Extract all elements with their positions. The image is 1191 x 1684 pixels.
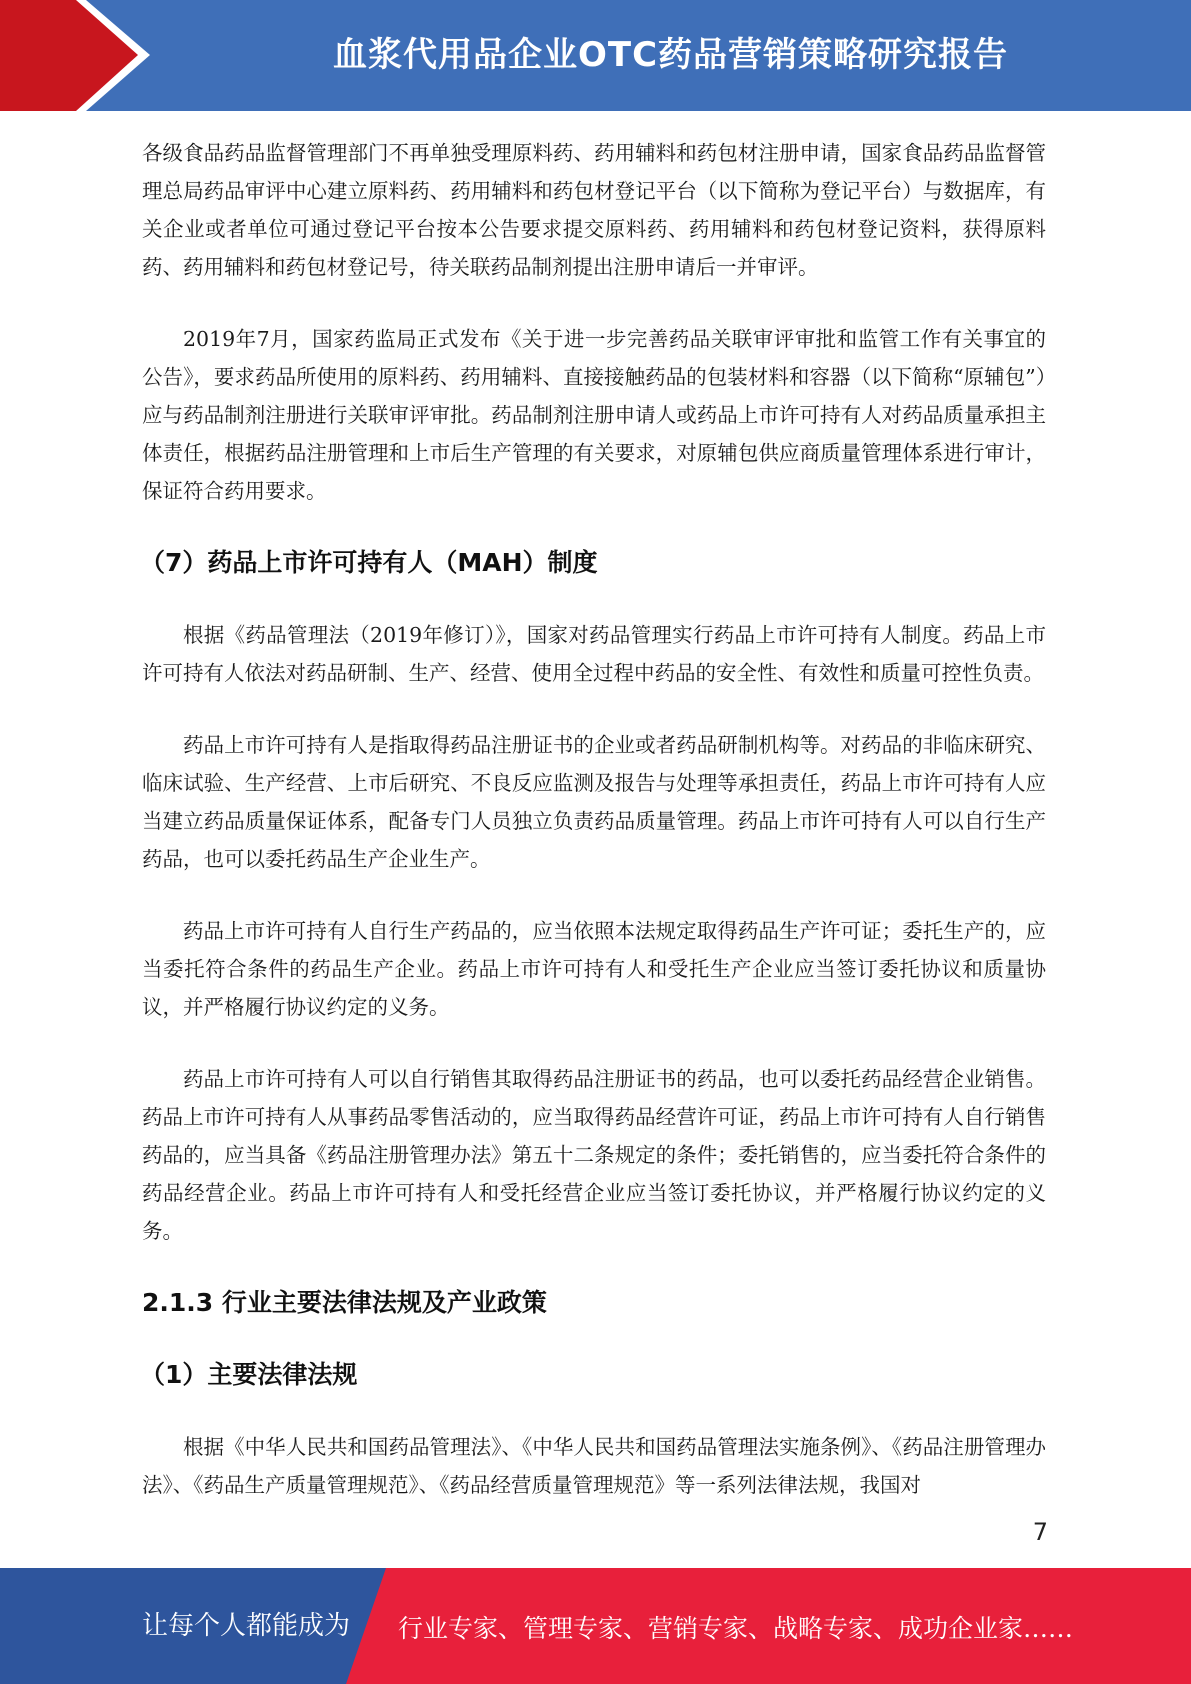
paragraph-7: 根据《中华人民共和国药品管理法》、《中华人民共和国药品管理法实施条例》、《药品注册管理办法》、《药品生产质量管理规范》、《药品经营质量管理规范》等一系列法律法规，我国对 [142, 1435, 1046, 1497]
section-heading-mah: （7）药品上市许可持有人（MAH）制度 [140, 548, 598, 577]
paragraph-5: 药品上市许可持有人自行生产药品的，应当依照本法规定取得药品生产许可证；委托生产的，应当委托符合条件的药品生产企业。药品上市许可持有人和受托生产企业应当签订委托协议和质量协议，并严格履行协议约定的义务。 [142, 919, 1046, 1019]
page-number: 7 [1032, 1518, 1048, 1546]
document-body [142, 134, 1046, 1504]
header-arrow-icon [0, 0, 138, 111]
footer-slogan-left: 让每个人都能成为 [142, 1611, 351, 1641]
page-footer [0, 1568, 1191, 1684]
paragraph-1: 各级食品药品监督管理部门不再单独受理原料药、药用辅料和药包材注册申请，国家食品药品监督管理总局药品审评中心建立原料药、药用辅料和药包材登记平台（以下简称为登记平台）与数据库，有关企业或者单位可通过登记平台按本公告要求提交原料药、药用辅料和药包材登记资料，获得原料药、药用辅料和药包材登记号，待关联药品制剂提出注册申请后一并审评。 [142, 141, 1046, 279]
section-heading-laws: （1）主要法律法规 [140, 1360, 358, 1389]
report-title: 血浆代用品企业OTC药品营销策略研究报告 [332, 35, 1009, 75]
paragraph-4: 药品上市许可持有人是指取得药品注册证书的企业或者药品研制机构等。对药品的非临床研究、临床试验、生产经营、上市后研究、不良反应监测及报告与处理等承担责任，药品上市许可持有人应当建立药品质量保证体系，配备专门人员独立负责药品质量管理。药品上市许可持有人可以自行生产药品，也可以委托药品生产企业生产。 [142, 733, 1046, 871]
section-heading-2-1-3: 2.1.3 行业主要法律法规及产业政策 [142, 1288, 547, 1317]
paragraph-6: 药品上市许可持有人可以自行销售其取得药品注册证书的药品，也可以委托药品经营企业销售。药品上市许可持有人从事药品零售活动的，应当取得药品经营许可证，药品上市许可持有人自行销售药品的，应当具备《药品注册管理办法》第五十二条规定的条件；委托销售的，应当委托符合条件的药品经营企业。药品上市许可持有人和受托经营企业应当签订委托协议，并严格履行协议约定的义务。 [142, 1067, 1046, 1243]
footer-slogan-right: 行业专家、管理专家、营销专家、战略专家、成功企业家…… [398, 1614, 1074, 1643]
paragraph-2: 2019年7月，国家药监局正式发布《关于进一步完善药品关联审评审批和监管工作有关事宜的公告》，要求药品所使用的原料药、药用辅料、直接接触药品的包装材料和容器（以下简称“原辅包”）应与药品制剂注册进行关联审评审批。药品制剂注册申请人或药品上市许可持有人对药品质量承担主体责任，根据药品注册管理和上市后生产管理的有关要求，对原辅包供应商质量管理体系进行审计，保证符合药用要求。 [142, 327, 1046, 503]
page-header [0, 0, 1191, 111]
paragraph-3: 根据《药品管理法（2019年修订）》，国家对药品管理实行药品上市许可持有人制度。药品上市许可持有人依法对药品研制、生产、经营、使用全过程中药品的安全性、有效性和质量可控性负责。 [142, 623, 1046, 685]
